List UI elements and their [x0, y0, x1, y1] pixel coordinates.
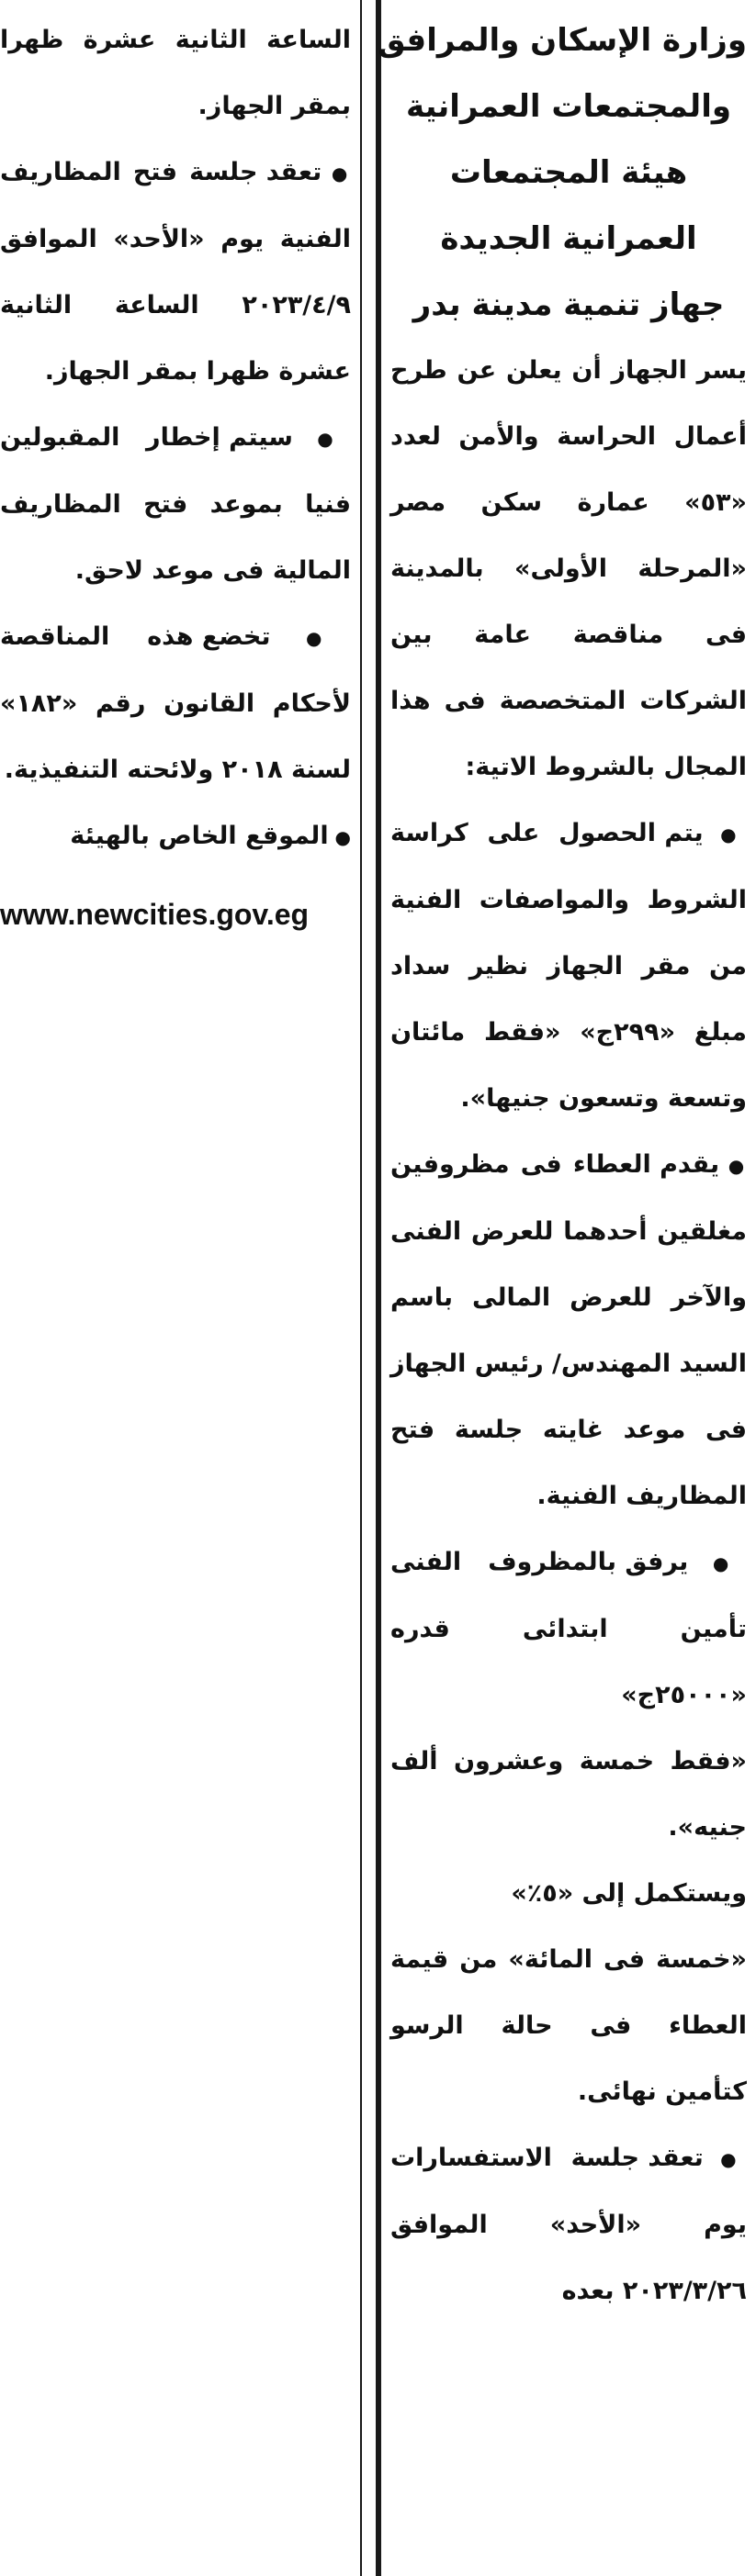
header-badr-agency: جهاز تنمية مدينة بدر	[412, 286, 725, 323]
insurance-final: «خمسة فى المائة» من قيمة العطاء فى حالة الرسو كتأمين نهائى.	[390, 1945, 747, 2106]
bullet-insurance: ● يرفق بالمظروف الفنى تأمين ابتدائى قدره «٢٥٠٠٠ج»	[390, 1529, 747, 1729]
bullet-envelopes: ● يقدم العطاء فى مظروفين مغلقين أحدهما للعرض الفنى والآخر للعرض المالى باسم السيد المهندس/ رئيس الجهاز فى موعد غايته جلسة فتح المظاريف الفنية.	[390, 1132, 747, 1529]
intro-paragraph: يسر الجهاز أن يعلن عن طرح أعمال الحراسة والأمن لعدد «٥٣» عمارة سكن مصر «المرحلة الأولى» بالمدينة فى مناقصة عامة بين الشركات المتخصصة فى هذا المجال بالشروط الاتية:	[390, 356, 747, 781]
bullet-law: ● تخضع هذه المناقصة لأحكام القانون رقم «١٨٢» لسنة ٢٠١٨ ولائحته التنفيذية.	[0, 604, 351, 803]
header-ministry: وزارة الإسكان والمرافق	[378, 22, 747, 59]
header-block	[378, 7, 747, 338]
insurance-complement: ويستكمل إلى «٥٪»	[511, 1879, 747, 1908]
header-authority: هيئة المجتمعات	[449, 154, 688, 191]
bullet-notification: ● سيتم إخطار المقبولين فنيا بموعد فتح المظاريف المالية فى موعد لاحق.	[0, 405, 351, 604]
column-divider-thin	[360, 0, 362, 2576]
continuation-text: الساعة الثانية عشرة ظهرا بمقر الجهاز.	[0, 26, 351, 120]
bullet-website-label: ● الموقع الخاص بالهيئة	[0, 803, 351, 870]
website-link[interactable]: www.newcities.gov.eg	[0, 898, 310, 931]
bullet-booklet: ● يتم الحصول على كراسة الشروط والمواصفات الفنية من مقر الجهاز نظير سداد مبلغ «٢٩٩ج» «فقط مائتان وتسعة وتسعون جنيها».	[390, 801, 747, 1132]
insurance-amount-words: «فقط خمسة وعشرون ألف جنيه».	[390, 1747, 747, 1842]
header-new-urban: العمرانية الجديدة	[440, 220, 697, 257]
column-divider-thick	[376, 0, 381, 2576]
bullet-opening-session: ● تعقد جلسة فتح المظاريف الفنية يوم «الأحد» الموافق ٢٠٢٣/٤/٩ الساعة الثانية عشرة ظهرا بمقر الجهاز.	[0, 140, 351, 405]
header-communities: والمجتمعات العمرانية	[406, 88, 731, 125]
right-column	[378, 7, 747, 2324]
bullet-inquiries: ● تعقد جلسة الاستفسارات يوم «الأحد» الموافق ٢٠٢٣/٣/٢٦ بعده	[390, 2125, 747, 2324]
left-column	[0, 7, 351, 942]
